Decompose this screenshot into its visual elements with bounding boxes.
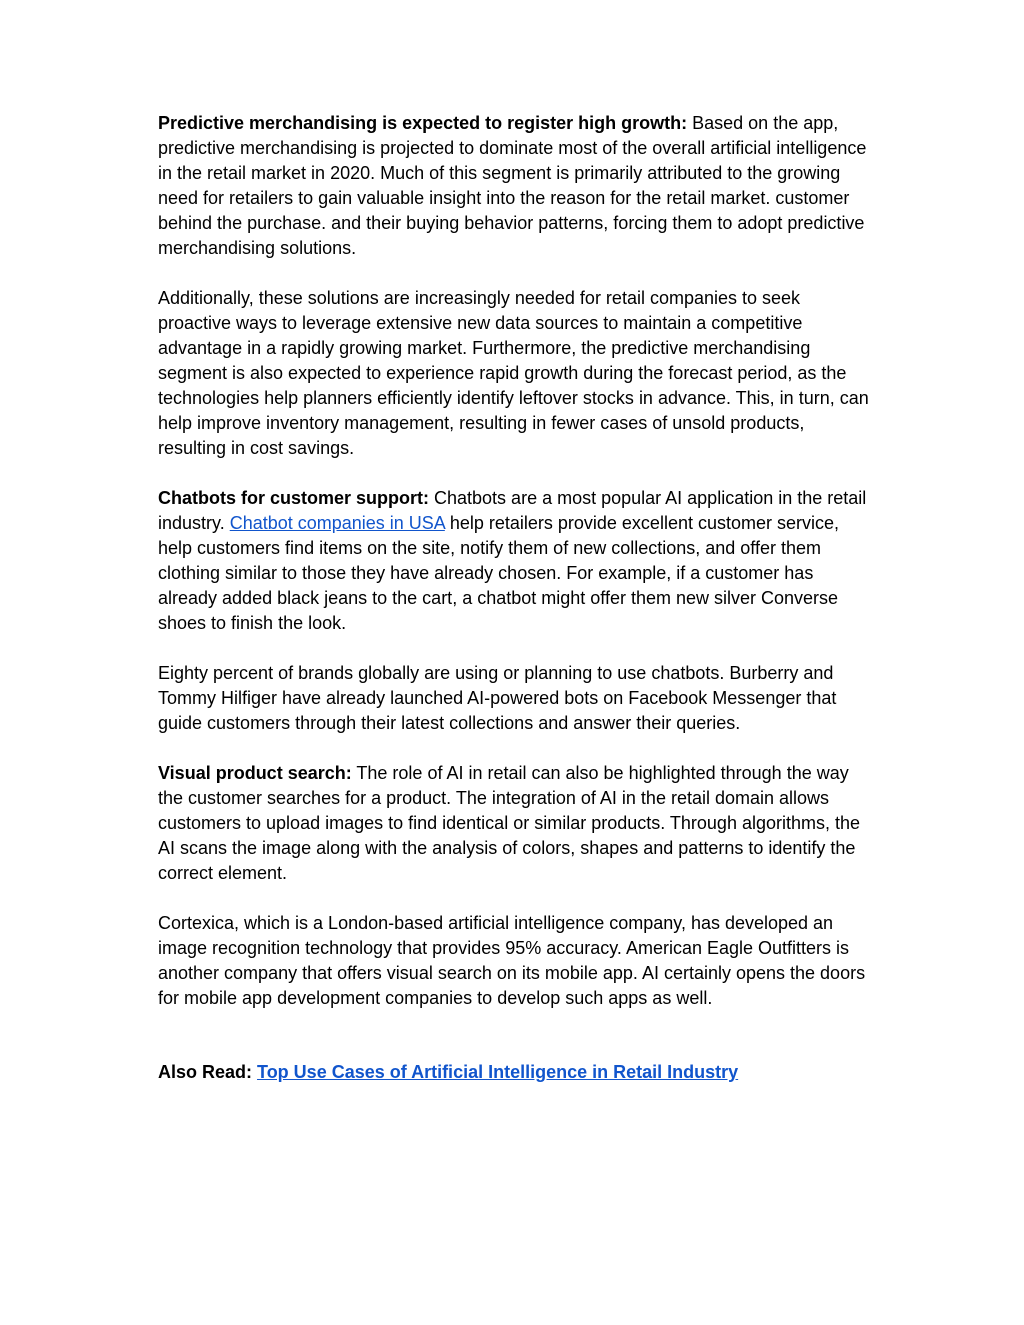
paragraph-additionally	[158, 286, 870, 461]
paragraph-text: Based on the app, predictive merchandising is projected to dominate most of the overall artificial intelligence in the retail market in 2020. Much of this segment is primarily attributed to the growing need for retailers to gain valuable insight into the reason for the retail market. customer behind the purchase. and their buying behavior patterns, forcing them to adopt predictive merchandising solutions.	[158, 113, 867, 258]
paragraph-visual-product-search	[158, 761, 870, 886]
also-read-line	[158, 1060, 870, 1085]
also-read-link[interactable]: Top Use Cases of Artificial Intelligence in Retail Industry	[257, 1062, 739, 1082]
paragraph-text: The role of AI in retail can also be highlighted through the way the customer searches for a product. The integration of AI in the retail domain allows customers to upload images to find identical or similar products. Through algorithms, the AI scans the image along with the analysis of colors, shapes and patterns to identify the correct element.	[158, 763, 861, 883]
paragraph-lead: Chatbots for customer support:	[158, 488, 430, 508]
paragraph-lead: Visual product search:	[158, 763, 352, 783]
paragraph-eighty-percent	[158, 661, 870, 736]
also-read-label: Also Read:	[158, 1062, 258, 1082]
document-body	[158, 111, 870, 1110]
paragraph-text: help retailers provide excellent customer service, help customers find items on the site, notify them of new collections, and offer them clothing similar to those they have already chosen. For example, if a customer has already added black jeans to the cart, a chatbot might offer them new silver Converse shoes to finish the look.	[158, 513, 839, 633]
paragraph-predictive-merchandising	[158, 111, 870, 261]
chatbot-companies-link[interactable]: Chatbot companies in USA	[229, 513, 445, 533]
paragraph-cortexica	[158, 911, 870, 1011]
paragraph-text: Eighty percent of brands globally are using or planning to use chatbots. Burberry and Tommy Hilfiger have already launched AI-powered bots on Facebook Messenger that guide customers through their latest collections and answer their queries.	[158, 663, 837, 733]
paragraph-chatbots	[158, 486, 870, 636]
paragraph-text: Cortexica, which is a London-based artificial intelligence company, has developed an image recognition technology that provides 95% accuracy. American Eagle Outfitters is another company that offers visual search on its mobile app. AI certainly opens the doors for mobile app development companies to develop such apps as well.	[158, 913, 866, 1008]
paragraph-text: Additionally, these solutions are increasingly needed for retail companies to seek proactive ways to leverage extensive new data sources to maintain a competitive advantage in a rapidly growing market. Furthermore, the predictive merchandising segment is also expected to experience rapid growth during the forecast period, as the technologies help planners efficiently identify leftover stocks in advance. This, in turn, can help improve inventory management, resulting in fewer cases of unsold products, resulting in cost savings.	[158, 288, 869, 458]
paragraph-lead: Predictive merchandising is expected to register high growth:	[158, 113, 688, 133]
paragraph-text: Chatbots are a most popular AI application in the retail industry.	[158, 488, 867, 533]
